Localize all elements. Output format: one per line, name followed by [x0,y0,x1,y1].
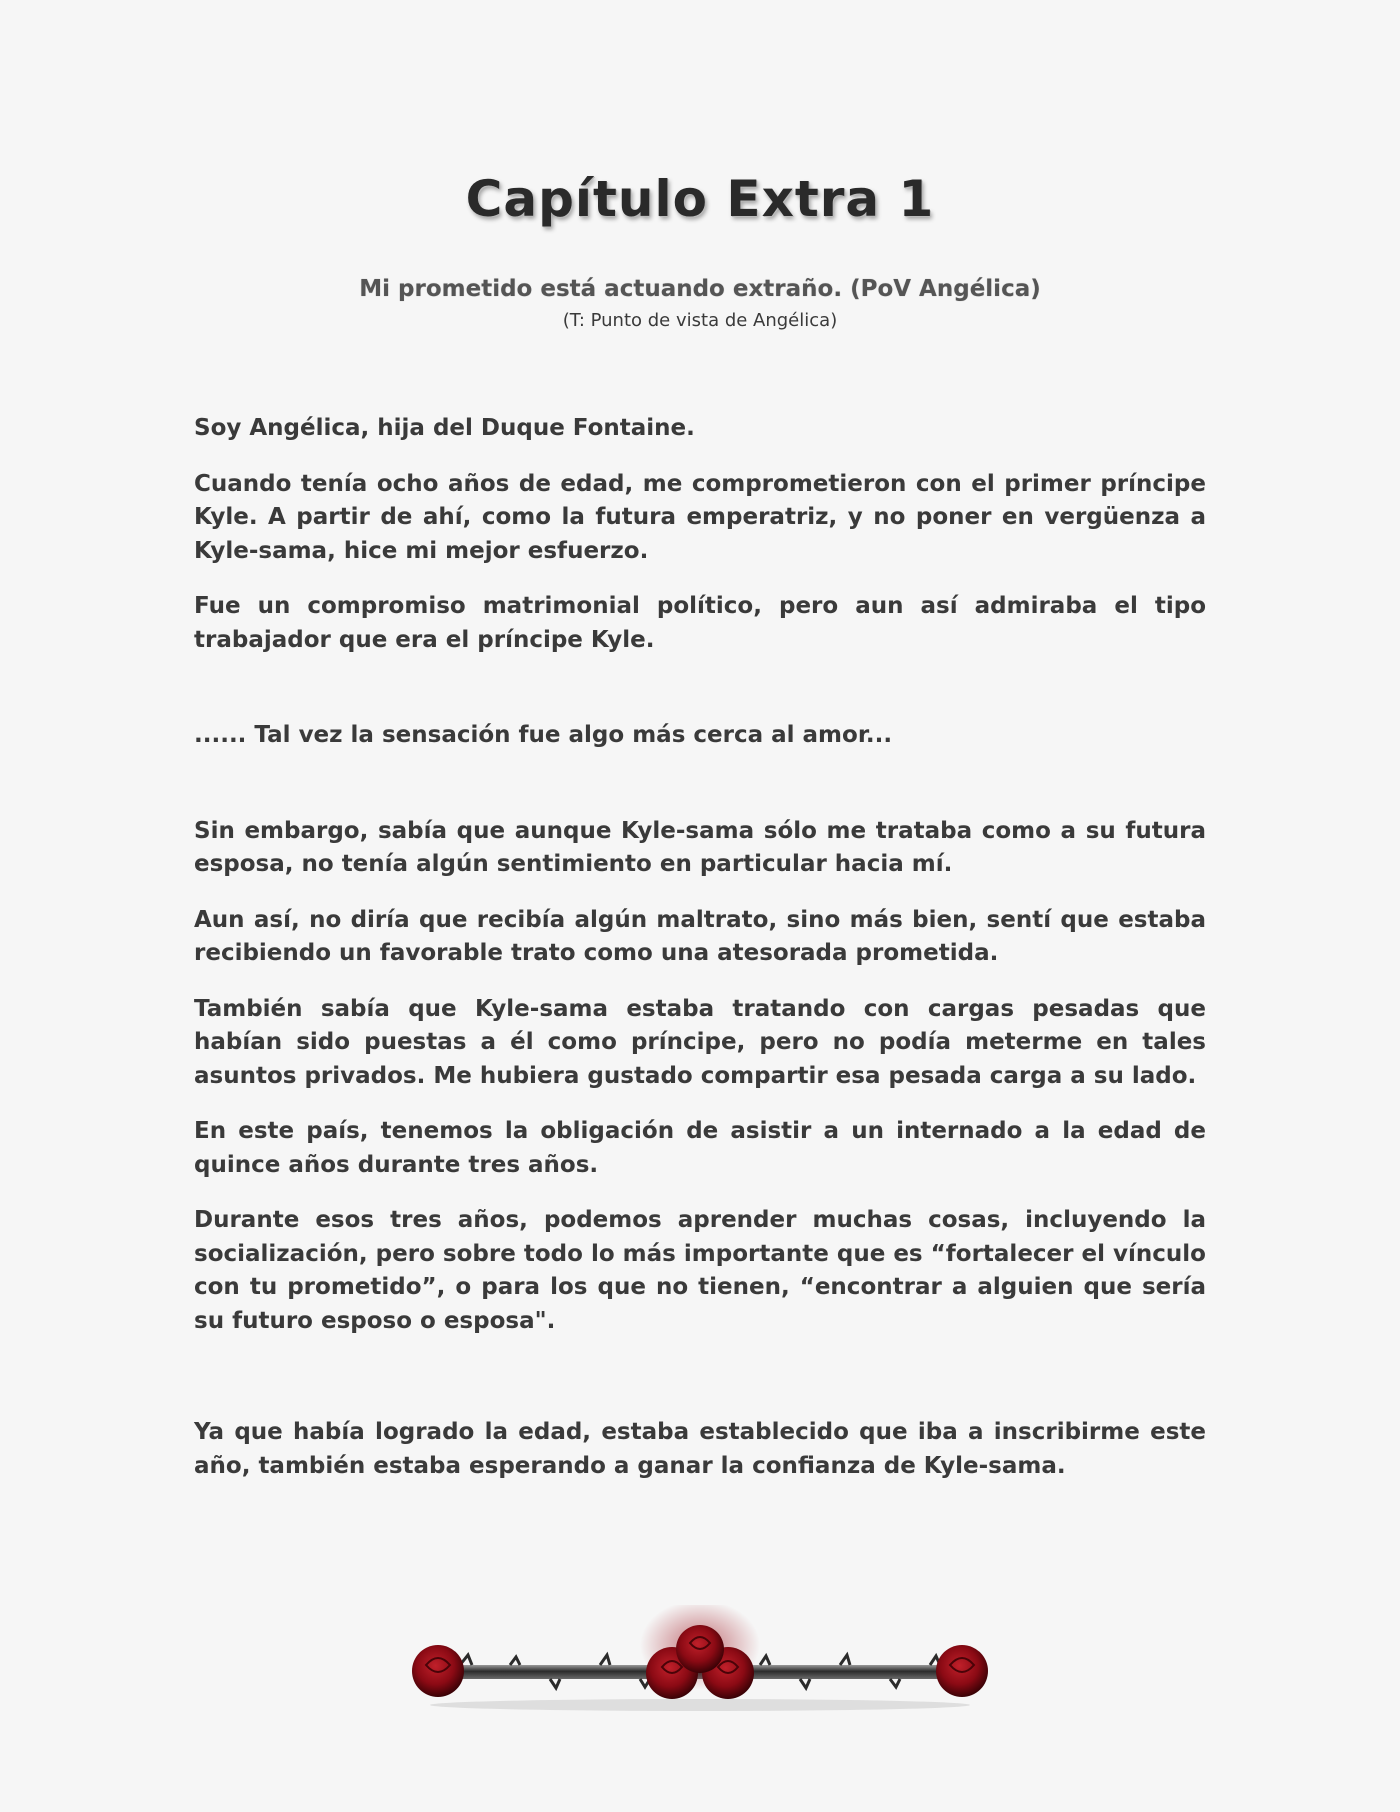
paragraph: Fue un compromiso matrimonial político, pero aun así admiraba el tipo trabajador que era el príncipe Kyle. [194,593,1206,653]
paragraph: En este país, tenemos la obligación de asistir a un internado a la edad de quince años durante tres años. [194,1118,1206,1178]
chapter-subtitle: Mi prometido está actuando extraño. (PoV Angélica) [359,276,1041,302]
chapter-title: Capítulo Extra 1 [465,170,935,228]
paragraph: Durante esos tres años, podemos aprender muchas cosas, incluyendo la socialización, pero sobre todo lo más importante que es “fortalecer el vínculo con tu prometido”, o para los que no tienen, “encontrar a alguien que sería su futuro esposo o esposa". [194,1207,1206,1334]
paragraph: También sabía que Kyle-sama estaba tratando con cargas pesadas que habían sido puestas a él como príncipe, pero no podía meterme en tales asuntos privados. Me hubiera gustado compartir esa pesada carga a su lado. [194,995,1206,1089]
paragraph: Soy Angélica, hija del Duque Fontaine. [194,415,695,441]
paragraph: Sin embargo, sabía que aunque Kyle-sama sólo me trataba como a su futura esposa, no tenía algún sentimiento en particular hacia mí. [194,817,1206,877]
paragraph: ...... Tal vez la sensación fue algo más cerca al amor... [194,722,893,748]
paragraph: Cuando tenía ocho años de edad, me comprometieron con el primer príncipe Kyle. A partir de ahí, como la futura emperatriz, y no poner en vergüenza a Kyle-sama, hice mi mejor esfuerzo. [194,470,1206,564]
rose-divider-icon [400,1605,1000,1725]
paragraph: Aun así, no diría que recibía algún maltrato, sino más bien, sentí que estaba recibiendo un favorable trato como una atesorada prometida. [194,906,1206,966]
paragraph: Ya que había logrado la edad, estaba establecido que iba a inscribirme este año, también estaba esperando a ganar la confianza de Kyle-sama. [194,1419,1206,1479]
chapter-body [194,412,1206,1505]
translator-note: (T: Punto de vista de Angélica) [562,310,838,331]
